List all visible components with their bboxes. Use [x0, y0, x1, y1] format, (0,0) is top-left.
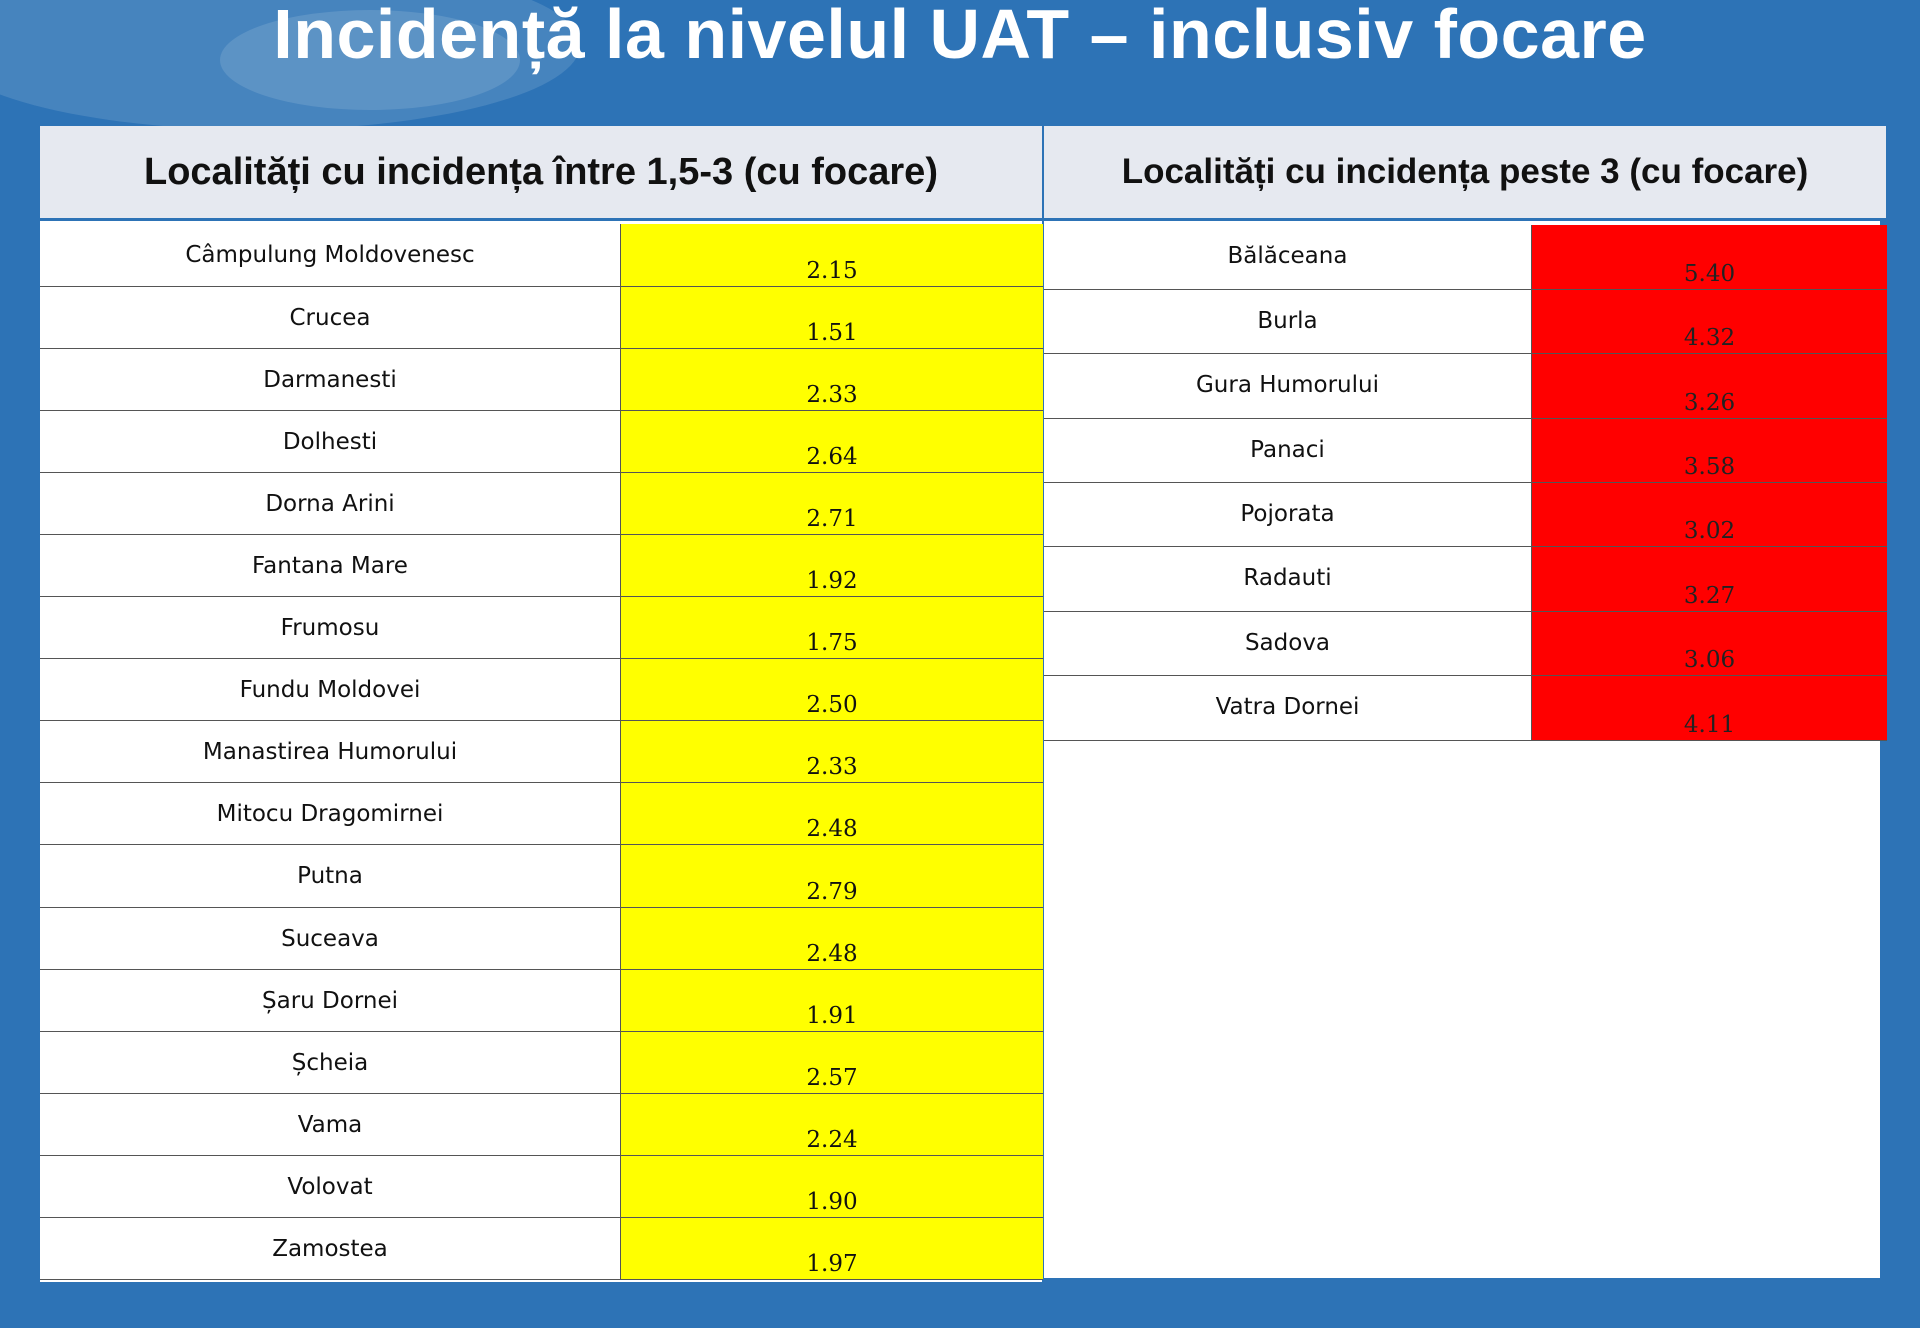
- moderate-incidence-table: [40, 224, 1043, 1280]
- table-row: [40, 1218, 1043, 1280]
- locality-name: Dorna Arini: [40, 472, 621, 534]
- incidence-value: 3.27: [1532, 547, 1888, 611]
- page-title: Incidență la nivelul UAT – inclusiv focare: [273, 0, 1647, 73]
- moderate-incidence-panel: [40, 126, 1042, 1282]
- incidence-value: 3.06: [1532, 611, 1888, 675]
- locality-name: Bălăceana: [1044, 225, 1532, 289]
- incidence-value: 2.15: [621, 224, 1044, 286]
- locality-name: Putna: [40, 845, 621, 907]
- locality-name: Mitocu Dragomirnei: [40, 783, 621, 845]
- locality-name: Manastirea Humorului: [40, 721, 621, 783]
- high-incidence-header: Localități cu incidența peste 3 (cu focare): [1044, 126, 1886, 221]
- table-row: [1044, 676, 1887, 740]
- table-row: [1044, 418, 1887, 482]
- table-row: [1044, 354, 1887, 418]
- locality-name: Câmpulung Moldovenesc: [40, 224, 621, 286]
- high-incidence-table: [1044, 225, 1887, 741]
- table-row: [1044, 289, 1887, 353]
- table-row: [40, 845, 1043, 907]
- high-incidence-panel: [1044, 126, 1880, 1278]
- table-row: [40, 534, 1043, 596]
- incidence-value: 2.64: [621, 410, 1044, 472]
- moderate-incidence-header: Localități cu incidența între 1,5-3 (cu focare): [40, 126, 1042, 221]
- incidence-value: 5.40: [1532, 225, 1888, 289]
- table-row: [1044, 225, 1887, 289]
- incidence-value: 2.24: [621, 1093, 1044, 1155]
- table-row: [40, 1155, 1043, 1217]
- locality-name: Darmanesti: [40, 348, 621, 410]
- table-row: [40, 907, 1043, 969]
- incidence-value: 1.75: [621, 597, 1044, 659]
- locality-name: Burla: [1044, 289, 1532, 353]
- locality-name: Panaci: [1044, 418, 1532, 482]
- incidence-value: 4.32: [1532, 289, 1888, 353]
- incidence-value: 2.71: [621, 472, 1044, 534]
- incidence-value: 2.33: [621, 348, 1044, 410]
- table-row: [40, 224, 1043, 286]
- table-row: [40, 597, 1043, 659]
- locality-name: Vama: [40, 1093, 621, 1155]
- incidence-value: 1.91: [621, 969, 1044, 1031]
- table-row: [40, 410, 1043, 472]
- incidence-value: 2.33: [621, 721, 1044, 783]
- table-row: [1044, 547, 1887, 611]
- table-row: [40, 1093, 1043, 1155]
- incidence-value: 2.79: [621, 845, 1044, 907]
- incidence-value: 1.97: [621, 1218, 1044, 1280]
- table-row: [40, 721, 1043, 783]
- locality-name: Șcheia: [40, 1031, 621, 1093]
- table-row: [40, 783, 1043, 845]
- locality-name: Frumosu: [40, 597, 621, 659]
- locality-name: Gura Humorului: [1044, 354, 1532, 418]
- locality-name: Dolhesti: [40, 410, 621, 472]
- locality-name: Radauti: [1044, 547, 1532, 611]
- locality-name: Fantana Mare: [40, 534, 621, 596]
- incidence-value: 2.48: [621, 783, 1044, 845]
- incidence-value: 4.11: [1532, 676, 1888, 740]
- locality-name: Fundu Moldovei: [40, 659, 621, 721]
- incidence-value: 1.92: [621, 534, 1044, 596]
- locality-name: Crucea: [40, 286, 621, 348]
- incidence-value: 1.51: [621, 286, 1044, 348]
- table-row: [40, 969, 1043, 1031]
- incidence-value: 3.26: [1532, 354, 1888, 418]
- table-row: [40, 472, 1043, 534]
- locality-name: Șaru Dornei: [40, 969, 621, 1031]
- table-row: [40, 659, 1043, 721]
- incidence-value: 1.90: [621, 1155, 1044, 1217]
- locality-name: Vatra Dornei: [1044, 676, 1532, 740]
- table-row: [40, 1031, 1043, 1093]
- locality-name: Sadova: [1044, 611, 1532, 675]
- incidence-value: 2.57: [621, 1031, 1044, 1093]
- table-row: [40, 348, 1043, 410]
- incidence-value: 2.50: [621, 659, 1044, 721]
- table-row: [40, 286, 1043, 348]
- locality-name: Zamostea: [40, 1218, 621, 1280]
- locality-name: Pojorata: [1044, 483, 1532, 547]
- incidence-value: 3.58: [1532, 418, 1888, 482]
- incidence-value: 3.02: [1532, 483, 1888, 547]
- table-row: [1044, 611, 1887, 675]
- incidence-value: 2.48: [621, 907, 1044, 969]
- locality-name: Volovat: [40, 1155, 621, 1217]
- locality-name: Suceava: [40, 907, 621, 969]
- table-row: [1044, 483, 1887, 547]
